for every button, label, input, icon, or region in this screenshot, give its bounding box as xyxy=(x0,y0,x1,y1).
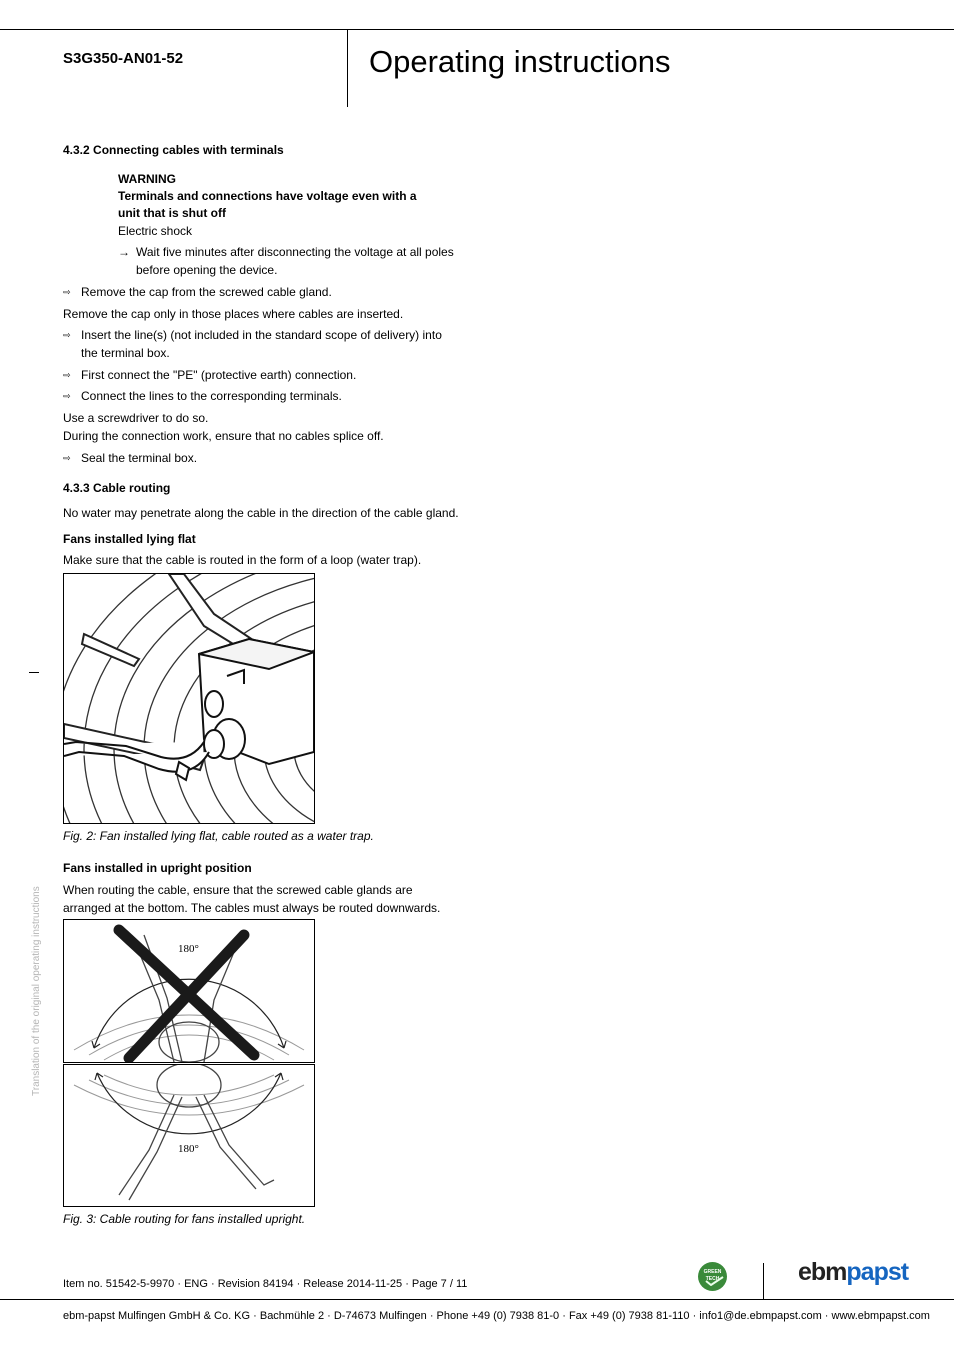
figure-3-caption: Fig. 3: Cable routing for fans installed upright. xyxy=(63,1212,306,1226)
warning-action-2: before opening the device. xyxy=(136,263,278,277)
section-heading-432: 4.3.2 Connecting cables with terminals xyxy=(63,143,284,157)
green-tech-badge-text: GREEN xyxy=(703,1269,722,1275)
warning-line-1: Terminals and connections have voltage even with a xyxy=(118,189,417,203)
note-screwdriver: Use a screwdriver to do so. xyxy=(63,411,209,425)
warning-arrow: → xyxy=(118,245,130,259)
checkmark-icon xyxy=(703,1276,725,1286)
angle-label-top: 180° xyxy=(178,943,199,955)
step-text-line-1: Insert the line(s) (not included in the standard scope of delivery) into xyxy=(81,328,442,342)
green-tech-badge xyxy=(698,1262,727,1291)
step-marker: ⇨ xyxy=(63,330,71,340)
step-marker: ⇨ xyxy=(63,370,71,380)
brand-papst: papst xyxy=(846,1258,909,1286)
upright-text-line-2: arranged at the bottom. The cables must always be routed downwards. xyxy=(63,901,441,915)
flat-heading: Fans installed lying flat xyxy=(63,532,196,546)
step-text-line-2: the terminal box. xyxy=(81,346,170,360)
section-heading-433: 4.3.3 Cable routing xyxy=(63,481,171,495)
brand-ebm: ebm xyxy=(798,1258,847,1286)
fan-upright-wrong-illustration xyxy=(64,920,314,1062)
warning-label: WARNING xyxy=(118,172,176,186)
figure-3-wrong-image xyxy=(63,919,315,1063)
figure-2-caption: Fig. 2: Fan installed lying flat, cable routed as a water trap. xyxy=(63,829,374,843)
header-top-rule xyxy=(0,29,954,30)
upright-heading: Fans installed in upright position xyxy=(63,861,252,875)
note-remove-cap: Remove the cap only in those places where cables are inserted. xyxy=(63,307,404,321)
footer-rule xyxy=(0,1299,954,1300)
sidebar-vertical-text: Translation of the original operating instructions xyxy=(31,886,42,1096)
model-number: S3G350-AN01-52 xyxy=(63,50,184,67)
step-marker: ⇨ xyxy=(63,391,71,401)
green-tech-badge-text: TECH xyxy=(705,1276,720,1282)
angle-label-bottom: 180° xyxy=(178,1143,199,1155)
flat-text: Make sure that the cable is routed in the form of a loop (water trap). xyxy=(63,553,422,567)
fan-flat-illustration xyxy=(64,574,314,823)
document-title: Operating instructions xyxy=(369,44,671,79)
footer-company-line: ebm-papst Mulfingen GmbH & Co. KG · Bachmühle 2 · D-74673 Mulfingen · Phone +49 (0) 7938 81-0 · Fax +49 (0) 7938 81-110 · info1@de.ebmpapst.com · www.ebmpapst.com xyxy=(63,1310,930,1322)
step-marker: ⇨ xyxy=(63,453,71,463)
step-marker: ⇨ xyxy=(63,287,71,297)
step-text: Connect the lines to the corresponding terminals. xyxy=(81,389,342,403)
note-splice: During the connection work, ensure that no cables splice off. xyxy=(63,429,384,443)
ebmpapst-logo xyxy=(798,1258,908,1287)
footer-item-line: Item no. 51542-5-9970 · ENG · Revision 84194 · Release 2014-11-25 · Page 7 / 11 xyxy=(63,1278,468,1290)
upright-text-line-1: When routing the cable, ensure that the screwed cable glands are xyxy=(63,883,413,897)
fan-upright-correct-illustration xyxy=(64,1065,314,1206)
figure-3-correct-image xyxy=(63,1064,315,1207)
warning-line-2: unit that is shut off xyxy=(118,206,226,220)
warning-hazard: Electric shock xyxy=(118,224,193,238)
step-text: First connect the "PE" (protective earth) connection. xyxy=(81,368,357,382)
cable-routing-intro: No water may penetrate along the cable in the direction of the cable gland. xyxy=(63,506,459,520)
fold-mark xyxy=(29,672,39,673)
figure-2-image xyxy=(63,573,315,824)
step-text: Seal the terminal box. xyxy=(81,451,198,465)
header-divider xyxy=(347,29,348,107)
footer-logo-divider xyxy=(763,1263,764,1299)
warning-action-1: Wait five minutes after disconnecting the voltage at all poles xyxy=(136,245,454,259)
step-text: Remove the cap from the screwed cable gland. xyxy=(81,285,332,299)
